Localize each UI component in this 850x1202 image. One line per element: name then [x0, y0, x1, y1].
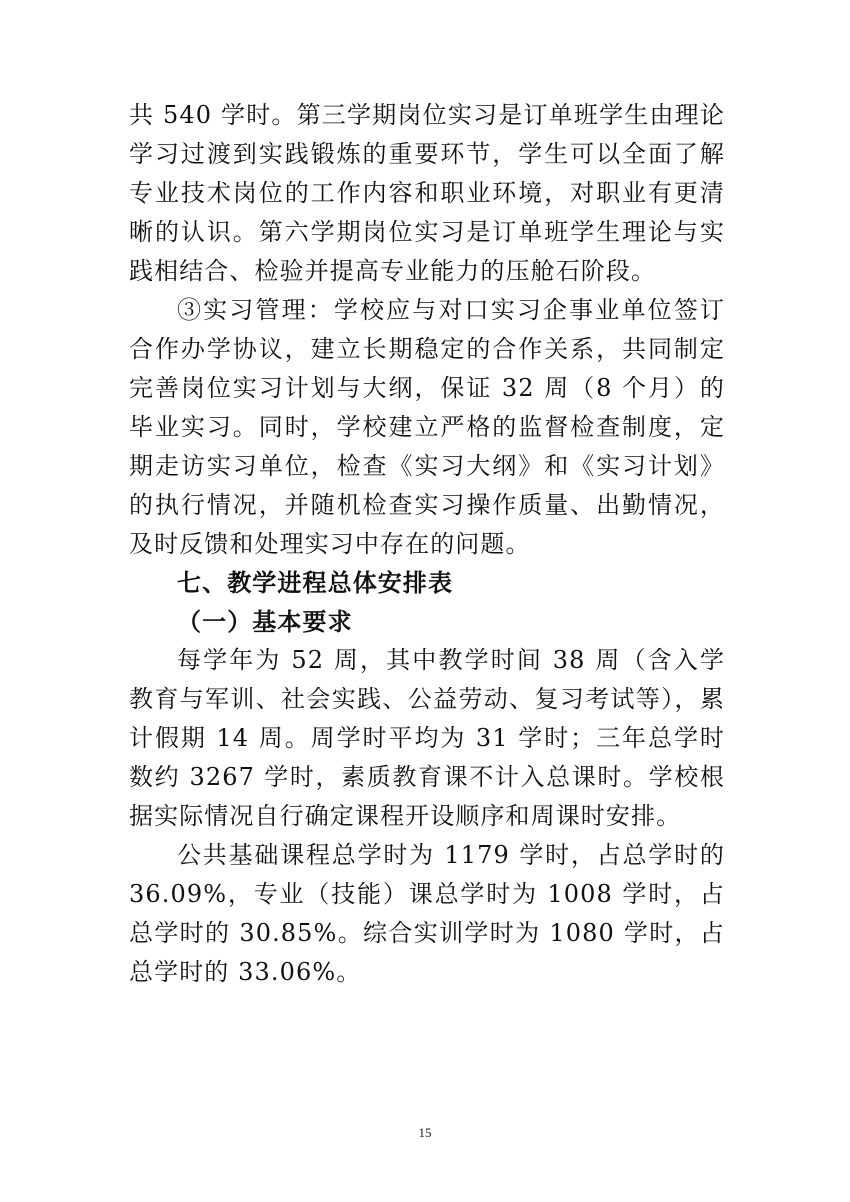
- document-page: [129, 96, 725, 992]
- page-number: 15: [418, 1125, 432, 1140]
- section-heading: 七、教学进程总体安排表: [177, 569, 454, 597]
- paragraph-hours-ratio: 公共基础课程总学时为 1179 学时，占总学时的 36.09%，专业（技能）课总学时为 1008 学时，占总学时的 30.85%。综合实训学时为 1080 学时，占总学时的 33.06%。: [129, 841, 725, 986]
- paragraph-continuation: 共 540 学时。第三学期岗位实习是订单班学生由理论学习过渡到实践锻炼的重要环节，学生可以全面了解专业技术岗位的工作内容和职业环境，对职业有更清晰的认识。第六学期岗位实习是订单班学生理论与实践相结合、检验并提高专业能力的压舱石阶段。: [129, 101, 725, 285]
- subsection-heading: （一）基本要求: [177, 607, 353, 636]
- paragraph-basic-requirements: 每学年为 52 周，其中教学时间 38 周（含入学教育与军训、社会实践、公益劳动、复习考试等），累计假期 14 周。周学时平均为 31 学时；三年总学时数约 3267 学时，素质教育课不计入总课时。学校根据实际情况自行确定课程开设顺序和周课时安排。: [129, 646, 725, 830]
- paragraph-internship-management: ③实习管理：学校应与对口实习企事业单位签订合作办学协议，建立长期稳定的合作关系，共同制定完善岗位实习计划与大纲，保证 32 周（8 个月）的毕业实习。同时，学校建立严格的监督检查制度，定期走访实习单位，检查《实习大纲》和《实习计划》的执行情况，并随机检查实习操作质量、出勤情况，及时反馈和处理实习中存在的问题。: [129, 296, 725, 558]
